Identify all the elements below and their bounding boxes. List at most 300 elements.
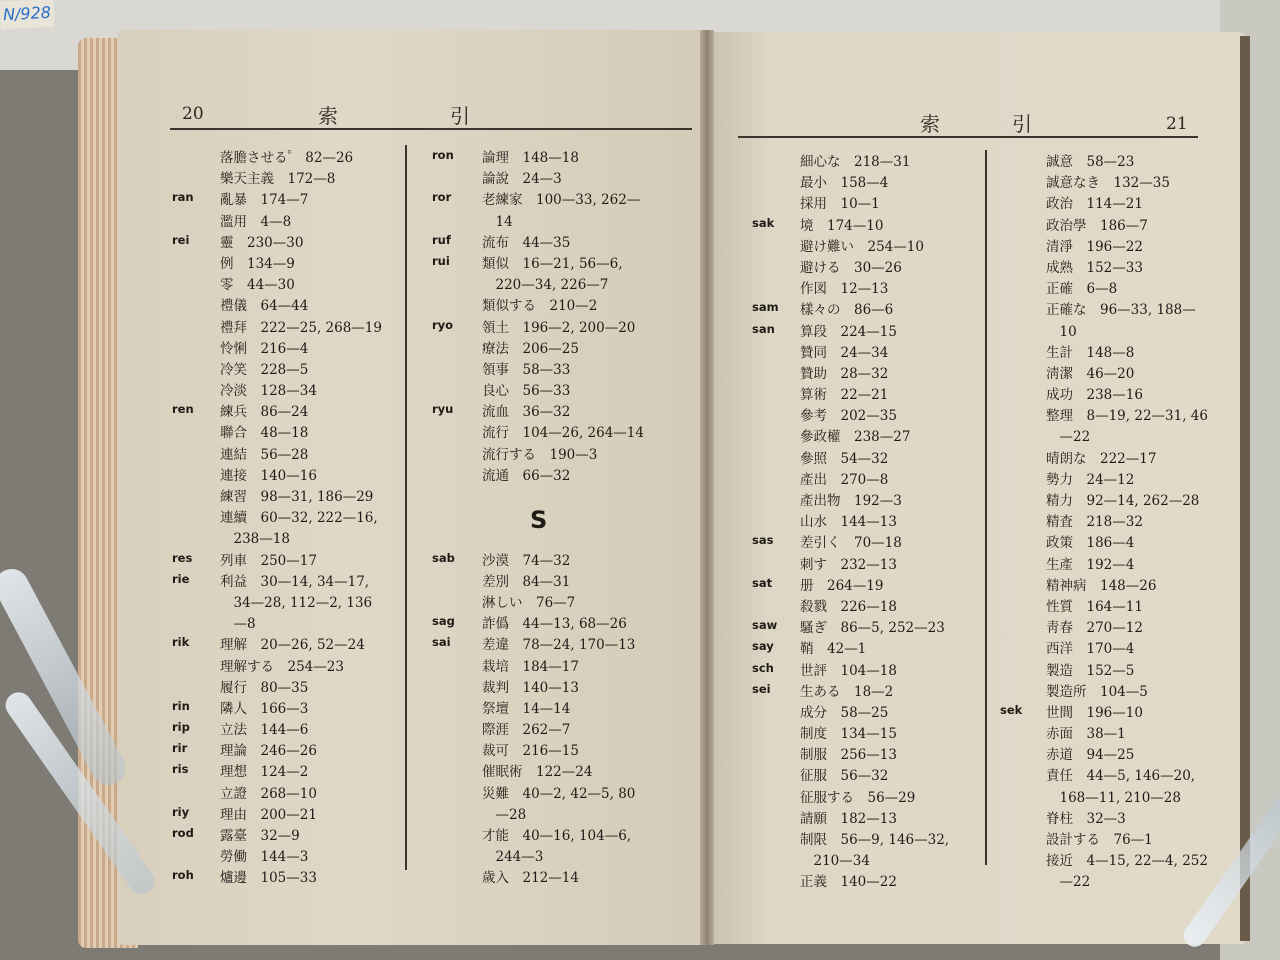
index-term: —8 (220, 616, 256, 633)
index-entry (752, 510, 982, 531)
index-term: 參考 202—35 (800, 408, 897, 425)
index-entry (432, 655, 692, 676)
index-term: 例 134—9 (220, 255, 295, 272)
index-term: 論說 24—3 (482, 171, 562, 188)
index-entry (432, 252, 692, 273)
left-page-number: 20 (182, 104, 204, 124)
index-term: 勢力 24—12 (1046, 471, 1135, 488)
index-term: 精力 92—14, 262—28 (1046, 493, 1200, 509)
index-entry (432, 739, 692, 760)
index-entry (1000, 362, 1200, 383)
index-entry (752, 192, 982, 213)
index-key: sag (432, 614, 455, 629)
index-term: 西洋 170—4 (1046, 641, 1135, 658)
index-term: 產出 270—8 (800, 471, 889, 488)
index-entry (172, 167, 402, 188)
index-term: 接近 4—15, 22—4, 252 (1046, 853, 1208, 870)
index-entry (1000, 447, 1200, 468)
index-entry (752, 828, 982, 849)
index-entry (752, 616, 982, 637)
index-term: 靈 230—30 (220, 234, 304, 251)
index-term: 隣人 166—3 (220, 700, 309, 717)
index-term: 贊助 28—32 (800, 365, 889, 382)
index-key: sab (432, 550, 455, 565)
index-key: sch (752, 660, 774, 675)
index-entry (752, 362, 982, 383)
index-entry (1000, 870, 1200, 891)
index-entry (172, 316, 402, 337)
index-term: 領事 58—33 (482, 361, 571, 378)
index-entry (172, 231, 402, 252)
index-entry (432, 697, 692, 718)
index-key: sam (752, 300, 779, 315)
index-term: 244—3 (482, 849, 544, 866)
left-header-char-1: 索 (318, 104, 338, 128)
index-key: rie (172, 571, 190, 586)
index-entry (432, 294, 692, 315)
index-entry (1000, 489, 1200, 510)
index-term: 最小 158—4 (800, 175, 889, 192)
index-term: 境 174—10 (800, 217, 884, 234)
index-term: 流行する 190—3 (482, 446, 598, 463)
index-entry (752, 468, 982, 489)
index-term: 責任 44—5, 146—20, (1046, 768, 1196, 785)
index-term: 誠意 58—23 (1046, 154, 1135, 170)
index-entry (172, 803, 402, 824)
index-term: 設計する 76—1 (1046, 832, 1153, 848)
index-term: 冷笑 228—5 (220, 361, 309, 378)
index-term: 精神病 148—26 (1046, 577, 1157, 594)
index-entry (1000, 828, 1200, 849)
index-term: 成分 58—25 (800, 704, 889, 721)
index-term: 聯合 48—18 (220, 425, 309, 442)
index-term: 14 (482, 213, 513, 230)
index-entry (1000, 150, 1200, 171)
index-term: 流布 44—35 (482, 234, 571, 251)
index-key: ruf (432, 232, 451, 247)
index-term: 落膽させる゜ 82—26 (220, 150, 354, 166)
index-entry (432, 443, 692, 464)
index-term: 晴朗な 222—17 (1046, 450, 1157, 467)
index-key: ryu (432, 402, 454, 417)
index-term: 類似 16—21, 56—6, (482, 255, 623, 272)
index-term: 領土 196—2, 200—20 (482, 319, 636, 336)
index-entry (752, 743, 982, 764)
index-entry (1000, 341, 1200, 362)
index-term: 制服 256—13 (800, 747, 897, 764)
index-term: 10 (1046, 323, 1077, 340)
index-term: 樂天主義 172—8 (220, 171, 336, 188)
left-page-column-1 (172, 146, 402, 888)
index-term: 誠意なき 132—35 (1046, 175, 1170, 192)
index-key: say (752, 639, 774, 654)
index-entry (752, 849, 982, 870)
index-entry (1000, 404, 1208, 425)
index-entry (1000, 383, 1200, 404)
index-entry (432, 612, 692, 633)
index-term: 差別 84—31 (482, 573, 571, 590)
index-term: 才能 40—16, 104—6, (482, 828, 632, 844)
index-term: 零 44—30 (220, 277, 295, 294)
index-key: sas (752, 533, 774, 548)
index-term: 淋しい 76—7 (482, 594, 576, 611)
index-entry (752, 637, 982, 658)
index-entry (1000, 468, 1200, 489)
index-entry (752, 235, 982, 256)
index-term: 請願 182—13 (800, 810, 897, 827)
right-header-rule (738, 136, 1198, 138)
index-entry (752, 489, 982, 510)
index-key: riy (172, 804, 190, 819)
catalog-sticker: N/928 (0, 0, 55, 29)
index-term: 赤道 94—25 (1046, 747, 1135, 764)
right-page-column-1 (752, 150, 982, 892)
index-term: 避け難い 254—10 (800, 238, 924, 255)
index-entry (432, 188, 692, 209)
index-term: 成功 238—16 (1046, 387, 1143, 404)
index-key: saw (752, 618, 778, 633)
index-term: 怜悧 216—4 (220, 340, 309, 357)
index-entry (172, 824, 402, 845)
index-term: 理解する 254—23 (220, 658, 344, 675)
index-entry (1000, 807, 1200, 828)
index-key: sei (752, 681, 771, 696)
index-entry (752, 574, 982, 595)
index-term: 34—28, 112—2, 136 (220, 594, 373, 611)
index-entry (1000, 701, 1200, 722)
index-entry (432, 803, 692, 824)
index-entry (172, 379, 402, 400)
index-term: 禮拜 222—25, 268—19 (220, 319, 382, 336)
index-term: 正義 140—22 (800, 874, 897, 891)
index-entry (432, 400, 692, 421)
index-term: 238—18 (220, 531, 290, 548)
book-gutter (700, 30, 714, 945)
index-term: 連接 140—16 (220, 467, 317, 484)
index-term: 連結 56—28 (220, 446, 309, 463)
index-term: 生產 192—4 (1046, 556, 1135, 573)
index-term: 良心 56—33 (482, 383, 571, 400)
index-entry (1000, 637, 1200, 658)
left-header-rule (170, 128, 692, 130)
index-entry (432, 421, 692, 442)
index-term: 類似する 210—2 (482, 298, 598, 315)
index-entry (432, 527, 692, 548)
index-term: 世評 104—18 (800, 662, 897, 679)
index-term: 制限 56—9, 146—32, (800, 832, 950, 848)
index-entry (172, 866, 402, 887)
index-term: 亂暴 174—7 (220, 192, 309, 209)
index-entry (172, 697, 402, 718)
index-entry (752, 298, 982, 319)
index-term: 裁可 216—15 (482, 743, 579, 760)
index-entry (432, 464, 692, 485)
index-term: 沙漠 74—32 (482, 552, 571, 569)
index-entry (172, 549, 402, 570)
index-entry (432, 316, 692, 337)
index-entry (172, 443, 402, 464)
index-term: 露臺 32—9 (220, 828, 300, 844)
index-term: 祭壇 14—14 (482, 700, 571, 717)
index-term: 立證 268—10 (220, 785, 317, 802)
index-term: 勞働 144—3 (220, 849, 309, 866)
index-entry (752, 277, 982, 298)
index-entry (752, 701, 982, 722)
index-entry (432, 718, 692, 739)
index-term: 老練家 100—33, 262— (482, 192, 641, 209)
index-term: 避ける 30—26 (800, 259, 902, 276)
index-term: 禮儀 64—44 (220, 298, 309, 315)
index-entry (432, 167, 692, 188)
index-term: 騷ぎ 86—5, 252—23 (800, 620, 945, 637)
index-entry (432, 760, 692, 781)
index-term: 催眠術 122—24 (482, 764, 593, 781)
index-term: 世間 196—10 (1046, 704, 1143, 721)
index-entry (752, 553, 982, 574)
index-entry (1000, 849, 1208, 870)
index-entry (1000, 298, 1200, 319)
index-entry (172, 527, 402, 548)
index-entry (172, 464, 402, 485)
index-entry (1000, 659, 1200, 680)
index-entry (1000, 764, 1200, 785)
left-header-char-2: 引 (450, 104, 470, 128)
index-entry (752, 320, 982, 341)
index-entry (752, 870, 982, 891)
index-term: 療法 206—25 (482, 340, 579, 357)
index-entry (432, 210, 692, 231)
index-term: 歲入 212—14 (482, 870, 579, 887)
index-key: ris (172, 762, 189, 777)
index-entry (172, 358, 402, 379)
index-term: 利益 30—14, 34—17, (220, 573, 370, 590)
book-cover-edge (1240, 36, 1250, 941)
index-key: rei (172, 232, 190, 247)
index-entry (752, 680, 982, 701)
index-entry (432, 591, 692, 612)
index-entry (172, 146, 402, 167)
index-term: 詐僞 44—13, 68—26 (482, 616, 627, 633)
index-term: 算段 224—15 (800, 323, 897, 340)
index-term: 理解 20—26, 52—24 (220, 637, 365, 654)
index-term: 成熟 152—33 (1046, 259, 1143, 276)
index-entry (172, 570, 402, 591)
index-entry (172, 782, 402, 803)
index-entry (172, 273, 402, 294)
index-entry (1000, 320, 1200, 341)
index-term: 册 264—19 (800, 577, 884, 594)
index-term: 性質 164—11 (1046, 598, 1143, 615)
index-term: 政治學 186—7 (1046, 217, 1148, 234)
index-entry (432, 146, 692, 167)
index-entry (1000, 214, 1200, 235)
index-term: 採用 10—1 (800, 196, 880, 213)
index-entry (752, 150, 982, 171)
index-entry (752, 425, 982, 446)
index-term: 生ある 18—2 (800, 683, 894, 700)
index-term: 栽培 184—17 (482, 658, 579, 675)
index-term: 練兵 86—24 (220, 404, 309, 421)
index-term: 濫用 4—8 (220, 213, 292, 230)
index-term: 赤面 38—1 (1046, 726, 1126, 743)
left-page-column-2 (432, 146, 692, 888)
index-term: 算術 22—21 (800, 387, 889, 404)
index-term: 210—34 (800, 853, 870, 870)
index-term: 贊同 24—34 (800, 344, 889, 361)
index-key: rir (172, 741, 188, 756)
index-entry (752, 383, 982, 404)
index-term: 履行 80—35 (220, 679, 309, 696)
index-term: 政策 186—4 (1046, 535, 1135, 552)
right-header-char-2: 引 (1012, 112, 1032, 136)
index-key: ran (172, 190, 194, 205)
index-entry (1000, 235, 1200, 256)
index-term: 裁判 140—13 (482, 679, 579, 696)
index-entry (752, 786, 982, 807)
index-term: 淸潔 46—20 (1046, 365, 1135, 382)
index-entry (752, 404, 982, 425)
index-key: rik (172, 635, 190, 650)
index-term: 征服する 56—29 (800, 789, 916, 806)
index-entry (172, 718, 402, 739)
index-term: 細心な 218—31 (800, 154, 911, 170)
index-term: 論理 148—18 (482, 150, 579, 166)
index-key: sat (752, 575, 773, 590)
index-key: res (172, 550, 193, 565)
index-term: 連續 60—32, 222—16, (220, 510, 378, 527)
index-key: rip (172, 720, 190, 735)
index-entry (1000, 595, 1200, 616)
index-entry (172, 421, 402, 442)
index-entry (1000, 743, 1200, 764)
index-term: 製造 152—5 (1046, 662, 1135, 679)
index-term: 脊柱 32—3 (1046, 810, 1126, 827)
index-term: 冷淡 128—34 (220, 383, 317, 400)
index-term: 生計 148—8 (1046, 344, 1135, 361)
index-term: 差引く 70—18 (800, 535, 902, 552)
right-header-char-1: 索 (920, 112, 940, 136)
index-term: —22 (1046, 429, 1091, 446)
index-term: 產出物 192—3 (800, 493, 902, 509)
index-entry (752, 659, 982, 680)
index-entry (432, 337, 692, 358)
index-term: 製造所 104—5 (1046, 683, 1148, 700)
index-term: 立法 144—6 (220, 722, 309, 739)
index-entry (172, 485, 402, 506)
index-entry (172, 252, 402, 273)
index-term: 作図 12—13 (800, 281, 889, 298)
index-entry (1000, 425, 1200, 446)
index-term: 正確 6—8 (1046, 281, 1118, 298)
index-entry (172, 337, 402, 358)
index-entry (432, 676, 692, 697)
index-entry (432, 485, 692, 506)
index-entry (752, 341, 982, 362)
index-entry (752, 764, 982, 785)
index-key: ron (432, 148, 454, 162)
index-term: 清淨 196—22 (1046, 238, 1143, 255)
index-entry (752, 595, 982, 616)
index-entry (432, 570, 692, 591)
index-term: 列車 250—17 (220, 552, 317, 569)
index-entry (432, 782, 692, 803)
index-entry (1000, 786, 1200, 807)
index-entry (1000, 171, 1200, 192)
index-term: —28 (482, 806, 527, 823)
index-entry (1000, 531, 1200, 552)
index-entry (172, 676, 402, 697)
index-term: 際涯 262—7 (482, 722, 571, 739)
index-key: ren (172, 402, 194, 417)
index-key: san (752, 321, 775, 336)
index-term: 鞘 42—1 (800, 641, 867, 658)
index-key: roh (172, 868, 194, 883)
index-key: rod (172, 826, 194, 840)
index-term: 理論 246—26 (220, 743, 317, 760)
index-entry (1000, 277, 1200, 298)
index-entry (172, 760, 402, 781)
index-entry (1000, 574, 1200, 595)
index-entry (172, 845, 402, 866)
index-term: 制度 134—15 (800, 726, 897, 743)
index-entry (432, 633, 692, 654)
index-term: 征服 56—32 (800, 768, 889, 785)
index-entry (172, 294, 402, 315)
index-entry (752, 531, 982, 552)
index-term: 流行 104—26, 264—14 (482, 425, 644, 442)
index-entry (1000, 256, 1200, 277)
index-entry (752, 447, 982, 468)
index-entry (1000, 192, 1200, 213)
index-entry (752, 171, 982, 192)
index-entry (172, 400, 402, 421)
index-term: 災難 40—2, 42—5, 80 (482, 785, 636, 802)
index-term: 理由 200—21 (220, 806, 317, 823)
index-term: 山水 144—13 (800, 514, 897, 531)
index-key: ror (432, 190, 452, 205)
index-key: sak (752, 215, 775, 230)
right-page-column-2 (1000, 150, 1208, 892)
index-term: 正確な 96—33, 188— (1046, 302, 1196, 319)
index-key: sai (432, 635, 451, 650)
index-entry (172, 188, 402, 209)
index-entry (172, 210, 402, 231)
index-entry (752, 214, 982, 235)
index-entry (172, 633, 402, 654)
index-entry (752, 722, 982, 743)
left-column-divider (405, 145, 407, 870)
right-column-divider (985, 150, 987, 865)
index-entry (432, 379, 692, 400)
index-term: 參照 54—32 (800, 450, 889, 467)
index-term: 參政權 238—27 (800, 429, 911, 446)
index-entry (752, 256, 982, 277)
index-entry (432, 358, 692, 379)
index-entry (1000, 510, 1200, 531)
index-entry (432, 273, 692, 294)
section-letter-s: S (530, 506, 548, 534)
index-entry (1000, 616, 1200, 637)
index-term: 爐邊 105—33 (220, 870, 317, 887)
index-key: rui (432, 253, 450, 268)
index-term: 靑春 270—12 (1046, 620, 1143, 637)
index-term: 差違 78—24, 170—13 (482, 637, 636, 654)
index-term: 220—34, 226—7 (482, 277, 609, 294)
index-entry (432, 506, 692, 527)
index-term: —22 (1046, 874, 1091, 891)
index-term: 殺戮 226—18 (800, 598, 897, 615)
index-entry (1000, 553, 1200, 574)
